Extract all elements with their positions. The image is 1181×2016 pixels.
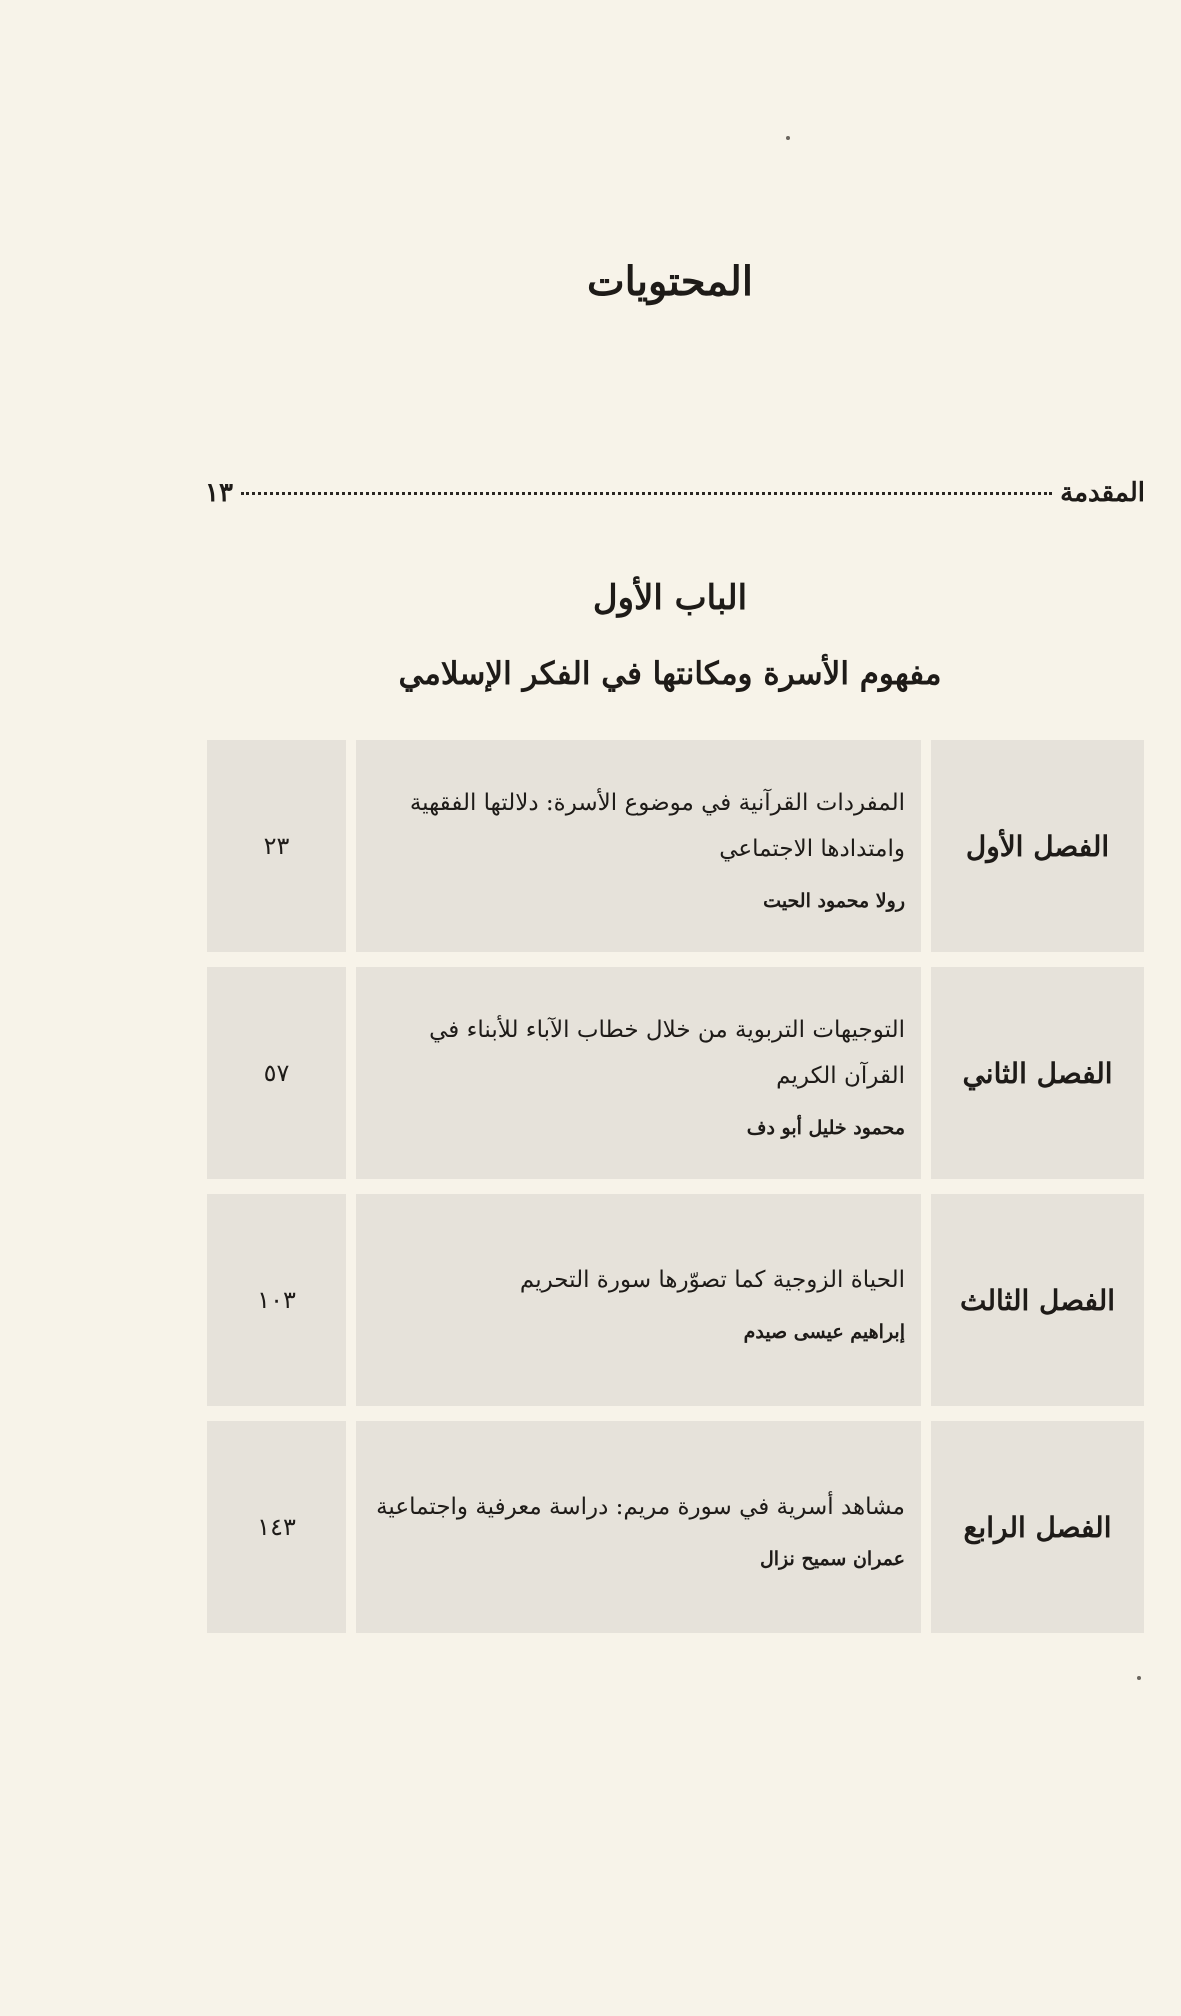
chapter-row[interactable]: [207, 740, 1144, 952]
chapter-label: الفصل الثاني: [931, 967, 1144, 1179]
chapter-page-number: ٥٧: [207, 967, 346, 1179]
chapter-title: الحياة الزوجية كما تصوّرها سورة التحريم: [519, 1267, 905, 1293]
chapter-title: مشاهد أسرية في سورة مريم: دراسة معرفية واجتماعية: [376, 1494, 905, 1520]
paper-speck: [786, 136, 790, 140]
chapter-label: الفصل الأول: [931, 740, 1144, 952]
introduction-page-number: ١٣: [205, 478, 233, 508]
chapter-author: إبراهيم عيسى صيدم: [743, 1321, 905, 1343]
chapter-title: التوجيهات التربوية من خلال خطاب الآباء للأبناء في القرآن الكريم: [429, 1017, 905, 1089]
chapter-page-number: ١٤٣: [207, 1421, 346, 1633]
chapter-author: محمود خليل أبو دف: [746, 1117, 905, 1139]
chapter-title: المفردات القرآنية في موضوع الأسرة: دلالتها الفقهية وامتدادها الاجتماعي: [409, 790, 905, 862]
chapter-details: [356, 1421, 921, 1633]
part-title: الباب الأول: [592, 578, 748, 618]
chapter-page-number: ٢٣: [207, 740, 346, 952]
introduction-label: المقدمة: [1060, 478, 1145, 508]
chapter-row[interactable]: [207, 1194, 1144, 1406]
page-title: المحتويات: [587, 258, 753, 305]
chapter-row[interactable]: [207, 967, 1144, 1179]
chapter-row[interactable]: [207, 1421, 1144, 1633]
chapter-author: رولا محمود الحيت: [763, 890, 905, 912]
chapter-details: [356, 967, 921, 1179]
chapter-author: عمران سميح نزال: [759, 1548, 905, 1570]
paper-speck: [1137, 1676, 1141, 1680]
toc-entry-introduction[interactable]: [205, 478, 1145, 522]
chapters-table: [207, 740, 1144, 1648]
leader-dots: [241, 492, 1052, 495]
chapter-details: [356, 740, 921, 952]
chapter-details: [356, 1194, 921, 1406]
chapter-label: الفصل الثالث: [931, 1194, 1144, 1406]
part-subtitle: مفهوم الأسرة ومكانتها في الفكر الإسلامي: [398, 656, 942, 692]
chapter-page-number: ١٠٣: [207, 1194, 346, 1406]
chapter-label: الفصل الرابع: [931, 1421, 1144, 1633]
